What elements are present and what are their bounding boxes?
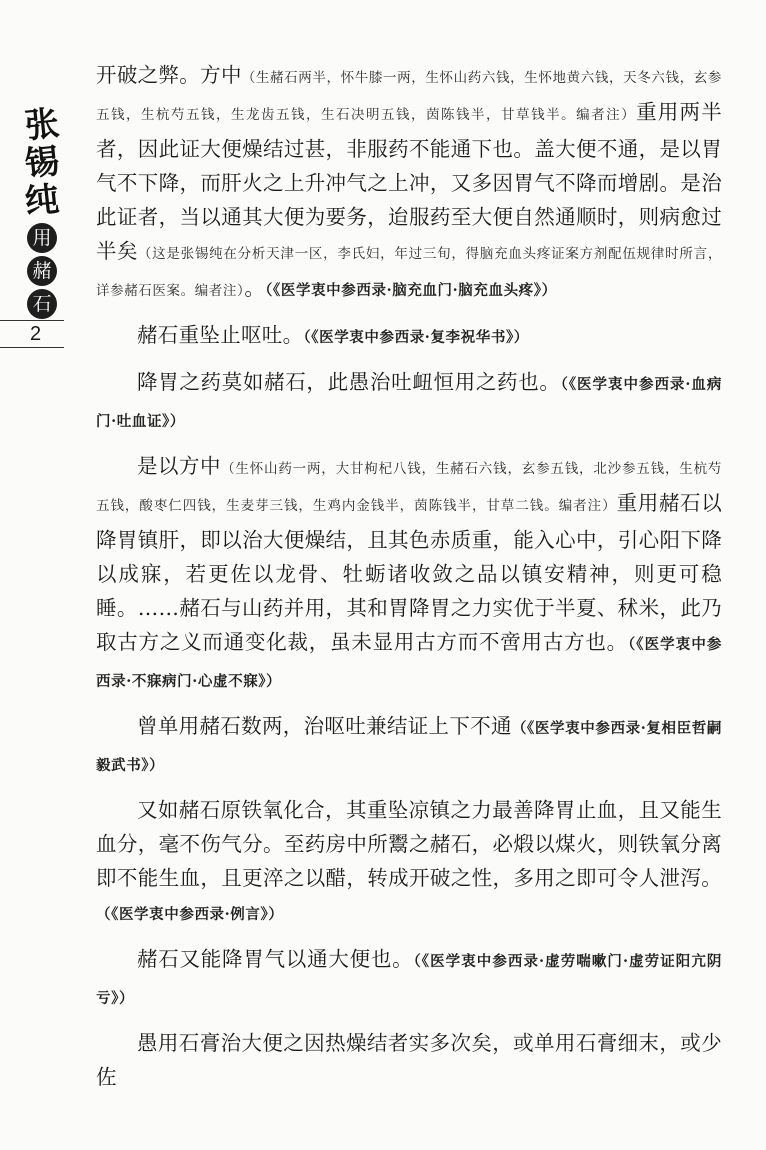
body-text: 又如赭石原铁氧化合，其重坠凉镇之力最善降胃止血，且又能生血分，毫不伤气分。至药房中所鬻之赭石，必煅以煤火，则铁氧分离即不能生血，且更淬之以醋，转成开破之性，多用之即可令人泄泻。	[96, 798, 722, 890]
source-citation: （《医学衷中参西录·虚劳喘嗽门·虚劳证阳亢阴亏》）	[96, 953, 723, 1007]
paragraph	[96, 709, 722, 783]
body-text: 降胃之药莫如赭石，此愚治吐衄恒用之药也。	[137, 370, 561, 394]
body-text: 是以方中	[137, 454, 222, 478]
title-char: 纯	[23, 179, 61, 223]
source-citation: （《医学衷中参西录·例言》）	[96, 906, 284, 923]
page-number-box	[0, 320, 64, 348]
source-citation: （《医学衷中参西录·不寐病门·心虚不寐》）	[96, 636, 723, 690]
paragraph	[96, 1026, 722, 1094]
title-char: 张	[23, 103, 61, 147]
body-text: 重用两半者，因此证大便燥结过甚，非服药不能通下也。盖大便不通，是以胃气不下降，而肝火之上升冲气之上冲，又多因胃气不降而增剧。是治此证者，当以通其大便为要务，迨服药至大便自然通顺时，则病愈过半矣	[96, 100, 723, 263]
page-number: 2	[30, 323, 42, 345]
paragraph	[96, 365, 722, 439]
body-text: 赭石又能降胃气以通大便也。	[137, 947, 414, 971]
title-char: 锡	[23, 141, 61, 185]
source-citation: （《医学衷中参西录·脑充血门·脑充血头疼》）	[265, 282, 557, 299]
source-citation: （《医学衷中参西录·复相臣哲嗣毅武书》）	[96, 720, 723, 774]
paragraph	[96, 942, 722, 1016]
source-citation: （《医学衷中参西录·血病门·吐血证》）	[96, 376, 723, 430]
body-text: 曾单用赭石数两，治呕吐兼结证上下不通	[137, 714, 512, 738]
book-title-vertical	[22, 103, 62, 322]
editor-note: （生赭石两半，怀牛膝一两，生怀山药六钱，生怀地黄六钱，天冬六钱，玄参五钱，生杭芍五钱，生龙齿五钱，生石决明五钱，茵陈钱半，甘草钱半。编者注）	[96, 70, 722, 123]
body-text: 开破之弊。方中	[96, 63, 242, 87]
paragraph	[96, 318, 722, 355]
paragraph	[96, 58, 722, 308]
body-text: 重用赭石以降胃镇肝，即以治大便燥结，且其色赤质重，能入心中，引心阳下降以成寐，若更佐以龙骨、牡蛎诸收敛之品以镇安精神，则更可稳睡。……赭石与山药并用，其和胃降胃之力实优于半夏、秫米，此乃取古方之义而通变化裁，虽未显用古方而不啻用古方也。	[96, 491, 723, 654]
body-text: 赭石重坠止呕吐。	[137, 323, 304, 347]
source-citation: （《医学衷中参西录·复李祝华书》）	[303, 329, 529, 346]
editor-note: （这是张锡纯在分析天津一区，李氏妇，年过三旬，得脑充血头疼证案方剂配伍规律时所言，详参赭石医案。编者注）	[96, 246, 722, 299]
body-text: 。	[244, 276, 266, 300]
page-sidebar	[0, 0, 80, 1150]
body-text: 愚用石膏治大便之因热燥结者实多次矣，或单用石膏细末，或少佐	[96, 1031, 722, 1089]
paragraph	[96, 449, 722, 699]
subtitle-circle-char: 赭	[27, 256, 57, 286]
paragraph	[96, 793, 722, 932]
subtitle-circle-char: 用	[27, 223, 57, 253]
subtitle-circle-char: 石	[27, 289, 57, 319]
page-body-text	[96, 58, 722, 1104]
editor-note: （生怀山药一两，大甘枸杞八钱，生赭石六钱，玄参五钱，北沙参五钱，生杭芍五钱，酸枣仁四钱，生麦芽三钱，生鸡内金钱半，茵陈钱半，甘草二钱。编者注）	[96, 461, 723, 514]
